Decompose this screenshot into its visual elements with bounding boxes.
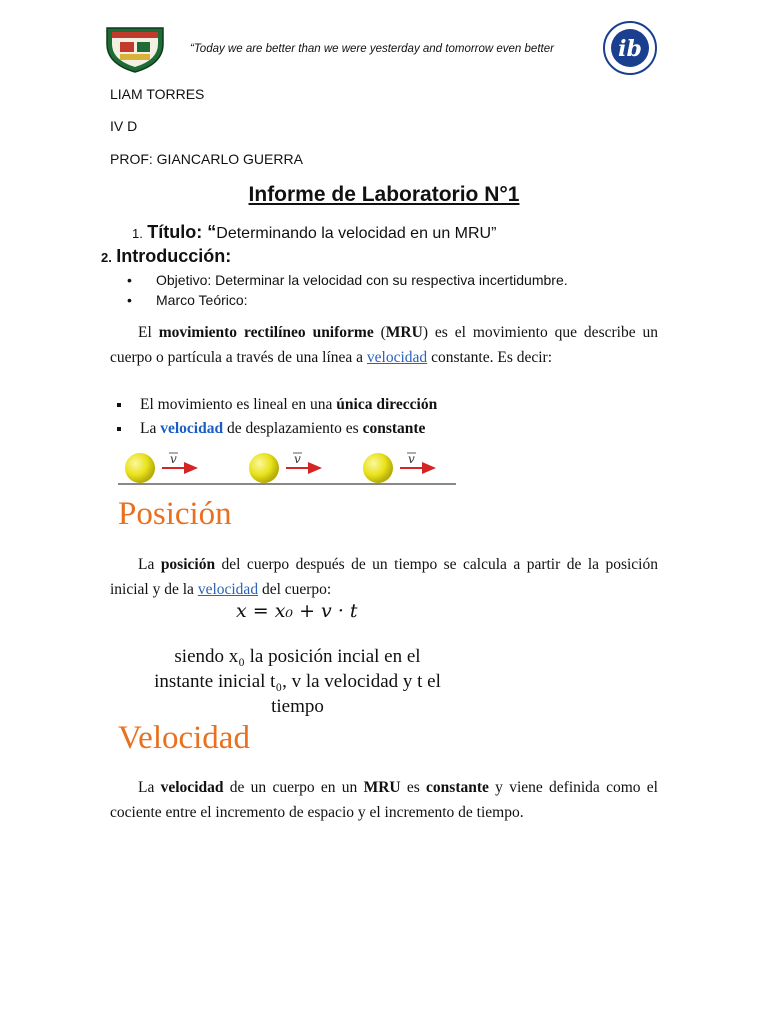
text-run: y viene definida como el cociente entre el incremento de espacio y el incremento de tiempo. <box>110 779 658 821</box>
note-line: siendo x₀ la posición incial en el <box>174 646 421 667</box>
bold-term: MRU <box>385 324 423 341</box>
list-item: • Objetivo: Determinar la velocidad con su respectiva incertidumbre. <box>110 270 568 290</box>
section-number: 1. <box>132 226 143 241</box>
list-item <box>110 393 437 417</box>
velocidad-link[interactable]: velocidad <box>197 581 259 598</box>
posicion-paragraph <box>110 552 658 602</box>
school-motto: “Today we are better than we were yesterday and tomorrow even better <box>190 43 554 55</box>
text-run: La <box>138 779 161 796</box>
svg-text:v: v <box>170 452 177 466</box>
note-line: instante inicial t₀, v la velocidad y t el <box>154 671 441 692</box>
list-item <box>110 417 437 441</box>
bold-term: MRU <box>363 779 401 796</box>
school-crest-logo <box>104 24 166 74</box>
posicion-heading: Posición <box>118 496 232 532</box>
text-run: ( <box>373 324 386 341</box>
text-run: de un cuerpo en un <box>223 779 364 796</box>
velocidad-paragraph <box>110 775 658 825</box>
section-title <box>132 222 496 243</box>
text-run: constante. Es decir: <box>427 349 553 366</box>
text-run: de desplazamiento es <box>223 420 363 437</box>
velocidad-term: velocidad <box>160 420 224 437</box>
section-label: Título: “ <box>147 222 217 242</box>
ball-1 <box>125 452 196 483</box>
mru-paragraph <box>110 320 658 370</box>
text-run: La <box>138 556 161 573</box>
formula-note <box>110 644 485 719</box>
bold-term: constante <box>426 779 489 796</box>
bold-term: posición <box>160 556 216 573</box>
text-run: El movimiento es lineal en una <box>140 396 337 413</box>
svg-text:ib: ib <box>618 36 642 62</box>
section-introduccion <box>101 246 231 267</box>
text-run: El <box>138 324 159 341</box>
bold-term: única dirección <box>336 396 438 413</box>
ball-2 <box>249 452 320 483</box>
velocidad-heading: Velocidad <box>118 720 250 756</box>
text-run: La <box>140 420 161 437</box>
text-run: ) es el movimiento que describe un cuerpo o partícula a través de una línea a <box>110 324 658 366</box>
svg-text:v: v <box>408 452 415 466</box>
section-title-text: Determinando la velocidad en un MRU” <box>216 225 497 242</box>
ball-3 <box>363 452 434 483</box>
report-title: Informe de Laboratorio N°1 <box>248 183 520 206</box>
teacher-name: PROF: GIANCARLO GUERRA <box>110 151 303 167</box>
student-grade: IV D <box>110 118 138 134</box>
text-run: del cuerpo: <box>258 581 332 598</box>
mru-illustration <box>118 448 458 488</box>
intro-bullet-list <box>110 270 568 310</box>
bold-term: velocidad <box>160 779 224 796</box>
bold-term: movimiento rectilíneo uniforme <box>158 324 374 341</box>
student-name: LIAM TORRES <box>110 86 205 102</box>
svg-text:v: v <box>294 452 301 466</box>
mru-bullet-list <box>110 393 437 441</box>
list-item: • Marco Teórico: <box>110 290 568 310</box>
bold-term: constante <box>362 420 426 437</box>
note-line: tiempo <box>271 696 324 717</box>
section-label: Introducción: <box>116 246 232 266</box>
position-formula: x = x₀ + v · t <box>236 600 358 622</box>
section-number: 2. <box>101 250 112 265</box>
velocidad-link[interactable]: velocidad <box>366 349 428 366</box>
text-run: del cuerpo después de un tiempo se calcula a partir de la posición inicial y de la <box>110 556 658 598</box>
text-run: es <box>400 779 427 796</box>
ib-logo <box>602 20 658 76</box>
